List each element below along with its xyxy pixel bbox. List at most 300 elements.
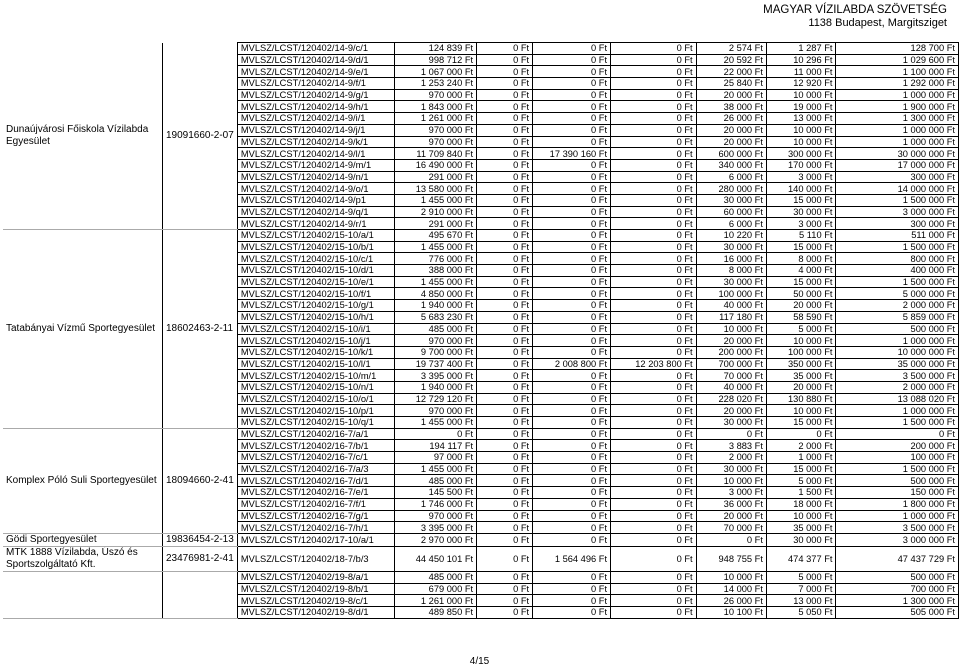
- amount-cell: 0 Ft: [533, 159, 611, 171]
- amount-cell: 0 Ft: [477, 487, 533, 499]
- amount-cell: 0 Ft: [477, 218, 533, 230]
- tax-number: 19836454-2-13: [162, 533, 237, 546]
- amount-cell: 0 Ft: [611, 78, 697, 90]
- amount-cell: 3 500 000 Ft: [836, 522, 959, 534]
- amount-cell: 5 050 Ft: [766, 606, 836, 618]
- amount-cell: 15 000 Ft: [766, 194, 836, 206]
- decision-code: MVLSZ/LCST/120402/14-9/n/1: [237, 171, 394, 183]
- club-name: Komplex Póló Suli Sportegyesület: [3, 428, 162, 533]
- amount-cell: 10 220 Ft: [696, 230, 766, 242]
- decision-code: MVLSZ/LCST/120402/15-10/b/1: [237, 241, 394, 253]
- amount-cell: 0 Ft: [533, 522, 611, 534]
- amount-cell: 2 000 Ft: [766, 440, 836, 452]
- amount-cell: 0 Ft: [477, 43, 533, 55]
- amount-cell: 0 Ft: [533, 43, 611, 55]
- decision-code: MVLSZ/LCST/120402/14-9/l/1: [237, 148, 394, 160]
- amount-cell: 0 Ft: [611, 124, 697, 136]
- decision-code: MVLSZ/LCST/120402/14-9/c/1: [237, 43, 394, 55]
- amount-cell: 12 203 800 Ft: [611, 358, 697, 370]
- amount-cell: 0 Ft: [533, 300, 611, 312]
- amount-cell: 0 Ft: [533, 66, 611, 78]
- decision-code: MVLSZ/LCST/120402/14-9/o/1: [237, 183, 394, 195]
- amount-cell: 0 Ft: [477, 498, 533, 510]
- amount-cell: 0 Ft: [611, 101, 697, 113]
- amount-cell: 145 500 Ft: [394, 487, 477, 499]
- decision-code: MVLSZ/LCST/120402/16-7/c/1: [237, 452, 394, 464]
- amount-cell: 291 000 Ft: [394, 171, 477, 183]
- amount-cell: 1 000 Ft: [766, 452, 836, 464]
- amount-cell: 0 Ft: [696, 428, 766, 440]
- amount-cell: 6 000 Ft: [696, 218, 766, 230]
- tax-number: 19091660-2-07: [162, 43, 237, 230]
- org-name: MAGYAR VÍZILABDA SZÖVETSÉG: [763, 4, 947, 16]
- amount-cell: 0 Ft: [611, 253, 697, 265]
- amount-cell: 0 Ft: [477, 463, 533, 475]
- amount-cell: 1 940 000 Ft: [394, 300, 477, 312]
- amount-cell: 0 Ft: [477, 595, 533, 607]
- amount-cell: 1 900 000 Ft: [836, 101, 959, 113]
- amount-cell: 1 455 000 Ft: [394, 241, 477, 253]
- amount-cell: 505 000 Ft: [836, 606, 959, 618]
- amount-cell: 300 000 Ft: [836, 171, 959, 183]
- amount-cell: 5 000 Ft: [766, 475, 836, 487]
- amount-cell: 0 Ft: [477, 66, 533, 78]
- decision-code: MVLSZ/LCST/120402/16-7/b/1: [237, 440, 394, 452]
- amount-cell: 0 Ft: [611, 452, 697, 464]
- amount-cell: 0 Ft: [611, 113, 697, 125]
- amount-cell: 200 000 Ft: [696, 346, 766, 358]
- decision-code: MVLSZ/LCST/120402/15-10/n/1: [237, 381, 394, 393]
- amount-cell: 0 Ft: [533, 606, 611, 618]
- amount-cell: 0 Ft: [477, 311, 533, 323]
- amount-cell: 0 Ft: [611, 533, 697, 546]
- amount-cell: 20 000 Ft: [766, 300, 836, 312]
- tax-number: 23476981-2-41: [162, 546, 237, 571]
- amount-cell: 15 000 Ft: [766, 241, 836, 253]
- amount-cell: 0 Ft: [533, 206, 611, 218]
- grant-table: [3, 42, 959, 619]
- amount-cell: 0 Ft: [533, 136, 611, 148]
- amount-cell: 3 000 Ft: [766, 171, 836, 183]
- amount-cell: 0 Ft: [836, 428, 959, 440]
- amount-cell: 40 000 Ft: [696, 381, 766, 393]
- decision-code: MVLSZ/LCST/120402/15-10/m/1: [237, 370, 394, 382]
- amount-cell: 10 296 Ft: [766, 54, 836, 66]
- amount-cell: 0 Ft: [533, 253, 611, 265]
- amount-cell: 11 709 840 Ft: [394, 148, 477, 160]
- decision-code: MVLSZ/LCST/120402/15-10/p/1: [237, 405, 394, 417]
- amount-cell: 97 000 Ft: [394, 452, 477, 464]
- amount-cell: 10 100 Ft: [696, 606, 766, 618]
- amount-cell: 18 000 Ft: [766, 498, 836, 510]
- amount-cell: 2 970 000 Ft: [394, 533, 477, 546]
- amount-cell: 36 000 Ft: [696, 498, 766, 510]
- amount-cell: 0 Ft: [611, 276, 697, 288]
- decision-code: MVLSZ/LCST/120402/16-7/h/1: [237, 522, 394, 534]
- decision-code: MVLSZ/LCST/120402/17-10/a/1: [237, 533, 394, 546]
- amount-cell: 0 Ft: [533, 311, 611, 323]
- amount-cell: 0 Ft: [477, 253, 533, 265]
- amount-cell: 1 000 000 Ft: [836, 124, 959, 136]
- amount-cell: 970 000 Ft: [394, 510, 477, 522]
- club-name: Dunaújvárosi Főiskola Vízilabda Egyesület: [3, 43, 162, 230]
- amount-cell: 0 Ft: [533, 276, 611, 288]
- amount-cell: 0 Ft: [533, 183, 611, 195]
- amount-cell: 0 Ft: [477, 206, 533, 218]
- amount-cell: 0 Ft: [533, 241, 611, 253]
- amount-cell: 5 859 000 Ft: [836, 311, 959, 323]
- decision-code: MVLSZ/LCST/120402/14-9/r/1: [237, 218, 394, 230]
- amount-cell: 3 000 000 Ft: [836, 533, 959, 546]
- amount-cell: 970 000 Ft: [394, 405, 477, 417]
- amount-cell: 0 Ft: [611, 487, 697, 499]
- amount-cell: 10 000 Ft: [766, 405, 836, 417]
- amount-cell: 1 500 000 Ft: [836, 463, 959, 475]
- decision-code: MVLSZ/LCST/120402/14-9/e/1: [237, 66, 394, 78]
- amount-cell: 0 Ft: [533, 218, 611, 230]
- amount-cell: 9 700 000 Ft: [394, 346, 477, 358]
- amount-cell: 0 Ft: [696, 533, 766, 546]
- amount-cell: 0 Ft: [477, 522, 533, 534]
- amount-cell: 0 Ft: [533, 381, 611, 393]
- amount-cell: 10 000 Ft: [766, 136, 836, 148]
- amount-cell: 1 800 000 Ft: [836, 498, 959, 510]
- amount-cell: 130 880 Ft: [766, 393, 836, 405]
- amount-cell: 0 Ft: [533, 583, 611, 595]
- amount-cell: 47 437 729 Ft: [836, 546, 959, 571]
- amount-cell: 0 Ft: [533, 89, 611, 101]
- decision-code: MVLSZ/LCST/120402/15-10/h/1: [237, 311, 394, 323]
- amount-cell: 0 Ft: [611, 546, 697, 571]
- amount-cell: 30 000 Ft: [696, 194, 766, 206]
- amount-cell: 0 Ft: [611, 311, 697, 323]
- amount-cell: 117 180 Ft: [696, 311, 766, 323]
- amount-cell: 11 000 Ft: [766, 66, 836, 78]
- amount-cell: 0 Ft: [477, 159, 533, 171]
- decision-code: MVLSZ/LCST/120402/14-9/j/1: [237, 124, 394, 136]
- amount-cell: 0 Ft: [611, 194, 697, 206]
- amount-cell: 776 000 Ft: [394, 253, 477, 265]
- amount-cell: 4 850 000 Ft: [394, 288, 477, 300]
- amount-cell: 0 Ft: [611, 405, 697, 417]
- amount-cell: 0 Ft: [611, 510, 697, 522]
- amount-cell: 0 Ft: [611, 54, 697, 66]
- amount-cell: 0 Ft: [477, 381, 533, 393]
- club-name: [3, 571, 162, 618]
- amount-cell: 40 000 Ft: [696, 300, 766, 312]
- amount-cell: 0 Ft: [533, 54, 611, 66]
- amount-cell: 44 450 101 Ft: [394, 546, 477, 571]
- amount-cell: 0 Ft: [533, 393, 611, 405]
- amount-cell: 1 067 000 Ft: [394, 66, 477, 78]
- amount-cell: 2 000 Ft: [696, 452, 766, 464]
- amount-cell: 1 455 000 Ft: [394, 417, 477, 429]
- decision-code: MVLSZ/LCST/120402/14-9/f/1: [237, 78, 394, 90]
- amount-cell: 17 000 000 Ft: [836, 159, 959, 171]
- amount-cell: 3 000 Ft: [766, 218, 836, 230]
- amount-cell: 679 000 Ft: [394, 583, 477, 595]
- amount-cell: 10 000 Ft: [696, 323, 766, 335]
- decision-code: MVLSZ/LCST/120402/14-9/d/1: [237, 54, 394, 66]
- amount-cell: 194 117 Ft: [394, 440, 477, 452]
- decision-code: MVLSZ/LCST/120402/15-10/c/1: [237, 253, 394, 265]
- amount-cell: 22 000 Ft: [696, 66, 766, 78]
- amount-cell: 15 000 Ft: [766, 276, 836, 288]
- amount-cell: 0 Ft: [611, 265, 697, 277]
- amount-cell: 0 Ft: [477, 475, 533, 487]
- amount-cell: 0 Ft: [611, 288, 697, 300]
- amount-cell: 0 Ft: [611, 183, 697, 195]
- amount-cell: 0 Ft: [533, 346, 611, 358]
- decision-code: MVLSZ/LCST/120402/19-8/c/1: [237, 595, 394, 607]
- amount-cell: 0 Ft: [611, 230, 697, 242]
- amount-cell: 30 000 000 Ft: [836, 148, 959, 160]
- amount-cell: 0 Ft: [477, 346, 533, 358]
- amount-cell: 0 Ft: [611, 206, 697, 218]
- amount-cell: 0 Ft: [611, 89, 697, 101]
- amount-cell: 1 300 000 Ft: [836, 595, 959, 607]
- amount-cell: 948 755 Ft: [696, 546, 766, 571]
- amount-cell: 970 000 Ft: [394, 124, 477, 136]
- amount-cell: 0 Ft: [533, 510, 611, 522]
- amount-cell: 0 Ft: [533, 171, 611, 183]
- amount-cell: 0 Ft: [477, 148, 533, 160]
- table-row: [3, 533, 959, 546]
- amount-cell: 5 110 Ft: [766, 230, 836, 242]
- amount-cell: 0 Ft: [611, 218, 697, 230]
- amount-cell: 1 843 000 Ft: [394, 101, 477, 113]
- amount-cell: 20 592 Ft: [696, 54, 766, 66]
- amount-cell: 3 000 Ft: [696, 487, 766, 499]
- table-row: [3, 546, 959, 571]
- amount-cell: 100 000 Ft: [836, 452, 959, 464]
- amount-cell: 0 Ft: [533, 113, 611, 125]
- amount-cell: 500 000 Ft: [836, 571, 959, 583]
- amount-cell: 13 000 Ft: [766, 595, 836, 607]
- amount-cell: 800 000 Ft: [836, 253, 959, 265]
- amount-cell: 0 Ft: [533, 440, 611, 452]
- amount-cell: 0 Ft: [477, 300, 533, 312]
- decision-code: MVLSZ/LCST/120402/15-10/a/1: [237, 230, 394, 242]
- club-name: MTK 1888 Vízilabda, Úszó és Sportszolgáltató Kft.: [3, 546, 162, 571]
- amount-cell: 0 Ft: [533, 78, 611, 90]
- amount-cell: 4 000 Ft: [766, 265, 836, 277]
- amount-cell: 5 683 230 Ft: [394, 311, 477, 323]
- amount-cell: 1 940 000 Ft: [394, 381, 477, 393]
- amount-cell: 7 000 Ft: [766, 583, 836, 595]
- amount-cell: 0 Ft: [533, 101, 611, 113]
- amount-cell: 16 000 Ft: [696, 253, 766, 265]
- amount-cell: 0 Ft: [394, 428, 477, 440]
- amount-cell: 70 000 Ft: [696, 370, 766, 382]
- amount-cell: 0 Ft: [611, 346, 697, 358]
- amount-cell: 0 Ft: [766, 428, 836, 440]
- amount-cell: 0 Ft: [611, 241, 697, 253]
- amount-cell: 0 Ft: [533, 417, 611, 429]
- amount-cell: 700 000 Ft: [696, 358, 766, 370]
- amount-cell: 300 000 Ft: [836, 218, 959, 230]
- amount-cell: 20 000 Ft: [696, 335, 766, 347]
- amount-cell: 485 000 Ft: [394, 323, 477, 335]
- amount-cell: 0 Ft: [611, 381, 697, 393]
- amount-cell: 0 Ft: [477, 276, 533, 288]
- amount-cell: 0 Ft: [477, 124, 533, 136]
- tax-number: [162, 571, 237, 618]
- amount-cell: 0 Ft: [533, 370, 611, 382]
- amount-cell: 8 000 Ft: [766, 253, 836, 265]
- amount-cell: 0 Ft: [533, 288, 611, 300]
- decision-code: MVLSZ/LCST/120402/16-7/e/1: [237, 487, 394, 499]
- decision-code: MVLSZ/LCST/120402/18-7/b/3: [237, 546, 394, 571]
- amount-cell: 100 000 Ft: [766, 346, 836, 358]
- amount-cell: 0 Ft: [477, 230, 533, 242]
- amount-cell: 0 Ft: [477, 194, 533, 206]
- amount-cell: 0 Ft: [477, 183, 533, 195]
- amount-cell: 0 Ft: [611, 440, 697, 452]
- amount-cell: 35 000 Ft: [766, 370, 836, 382]
- amount-cell: 0 Ft: [477, 440, 533, 452]
- decision-code: MVLSZ/LCST/120402/14-9/q/1: [237, 206, 394, 218]
- amount-cell: 0 Ft: [611, 136, 697, 148]
- amount-cell: 0 Ft: [477, 335, 533, 347]
- amount-cell: 1 564 496 Ft: [533, 546, 611, 571]
- amount-cell: 0 Ft: [477, 101, 533, 113]
- amount-cell: 474 377 Ft: [766, 546, 836, 571]
- amount-cell: 170 000 Ft: [766, 159, 836, 171]
- amount-cell: 0 Ft: [477, 583, 533, 595]
- amount-cell: 0 Ft: [611, 606, 697, 618]
- amount-cell: 0 Ft: [533, 230, 611, 242]
- page-number: 4/15: [469, 656, 490, 667]
- amount-cell: 14 000 000 Ft: [836, 183, 959, 195]
- amount-cell: 0 Ft: [477, 171, 533, 183]
- amount-cell: 0 Ft: [533, 194, 611, 206]
- amount-cell: 5 000 Ft: [766, 323, 836, 335]
- decision-code: MVLSZ/LCST/120402/16-7/a/1: [237, 428, 394, 440]
- decision-code: MVLSZ/LCST/120402/16-7/d/1: [237, 475, 394, 487]
- amount-cell: 0 Ft: [477, 510, 533, 522]
- amount-cell: 0 Ft: [611, 323, 697, 335]
- amount-cell: 0 Ft: [611, 393, 697, 405]
- amount-cell: 1 261 000 Ft: [394, 113, 477, 125]
- amount-cell: 20 000 Ft: [766, 381, 836, 393]
- amount-cell: 10 000 000 Ft: [836, 346, 959, 358]
- amount-cell: 0 Ft: [611, 428, 697, 440]
- amount-cell: 0 Ft: [477, 393, 533, 405]
- amount-cell: 0 Ft: [611, 148, 697, 160]
- amount-cell: 1 500 000 Ft: [836, 194, 959, 206]
- amount-cell: 70 000 Ft: [696, 522, 766, 534]
- amount-cell: 1 455 000 Ft: [394, 463, 477, 475]
- amount-cell: 1 000 000 Ft: [836, 510, 959, 522]
- amount-cell: 0 Ft: [533, 595, 611, 607]
- amount-cell: 35 000 Ft: [766, 522, 836, 534]
- amount-cell: 0 Ft: [477, 428, 533, 440]
- amount-cell: 19 737 400 Ft: [394, 358, 477, 370]
- amount-cell: 0 Ft: [477, 358, 533, 370]
- amount-cell: 0 Ft: [611, 583, 697, 595]
- amount-cell: 485 000 Ft: [394, 571, 477, 583]
- amount-cell: 495 670 Ft: [394, 230, 477, 242]
- table-row: [3, 43, 959, 55]
- amount-cell: 5 000 Ft: [766, 571, 836, 583]
- amount-cell: 0 Ft: [533, 335, 611, 347]
- amount-cell: 20 000 Ft: [696, 124, 766, 136]
- amount-cell: 1 000 000 Ft: [836, 136, 959, 148]
- amount-cell: 26 000 Ft: [696, 595, 766, 607]
- tax-number: 18094660-2-41: [162, 428, 237, 533]
- amount-cell: 0 Ft: [611, 300, 697, 312]
- amount-cell: 16 490 000 Ft: [394, 159, 477, 171]
- amount-cell: 3 395 000 Ft: [394, 370, 477, 382]
- amount-cell: 511 000 Ft: [836, 230, 959, 242]
- amount-cell: 30 000 Ft: [696, 276, 766, 288]
- amount-cell: 12 729 120 Ft: [394, 393, 477, 405]
- table-row: [3, 428, 959, 440]
- club-name: Tatabányai Vízmű Sportegyesület: [3, 230, 162, 429]
- amount-cell: 0 Ft: [533, 323, 611, 335]
- amount-cell: 10 000 Ft: [696, 571, 766, 583]
- amount-cell: 0 Ft: [611, 595, 697, 607]
- amount-cell: 1 746 000 Ft: [394, 498, 477, 510]
- amount-cell: 100 000 Ft: [696, 288, 766, 300]
- amount-cell: 970 000 Ft: [394, 89, 477, 101]
- club-name: Gödi Sportegyesület: [3, 533, 162, 546]
- decision-code: MVLSZ/LCST/120402/15-10/e/1: [237, 276, 394, 288]
- amount-cell: 0 Ft: [533, 452, 611, 464]
- amount-cell: 19 000 Ft: [766, 101, 836, 113]
- amount-cell: 5 000 000 Ft: [836, 288, 959, 300]
- decision-code: MVLSZ/LCST/120402/15-10/f/1: [237, 288, 394, 300]
- amount-cell: 0 Ft: [477, 546, 533, 571]
- amount-cell: 3 883 Ft: [696, 440, 766, 452]
- amount-cell: 0 Ft: [477, 89, 533, 101]
- amount-cell: 0 Ft: [477, 78, 533, 90]
- amount-cell: 10 000 Ft: [696, 475, 766, 487]
- decision-code: MVLSZ/LCST/120402/14-9/h/1: [237, 101, 394, 113]
- decision-code: MVLSZ/LCST/120402/16-7/f/1: [237, 498, 394, 510]
- amount-cell: 1 100 000 Ft: [836, 66, 959, 78]
- org-address: 1138 Budapest, Margitsziget: [808, 17, 947, 29]
- amount-cell: 0 Ft: [533, 124, 611, 136]
- amount-cell: 0 Ft: [611, 43, 697, 55]
- amount-cell: 128 700 Ft: [836, 43, 959, 55]
- amount-cell: 26 000 Ft: [696, 113, 766, 125]
- amount-cell: 2 000 000 Ft: [836, 381, 959, 393]
- amount-cell: 0 Ft: [611, 171, 697, 183]
- page-header: [763, 4, 947, 30]
- amount-cell: 0 Ft: [533, 463, 611, 475]
- amount-cell: 0 Ft: [477, 452, 533, 464]
- amount-cell: 140 000 Ft: [766, 183, 836, 195]
- amount-cell: 35 000 000 Ft: [836, 358, 959, 370]
- decision-code: MVLSZ/LCST/120402/15-10/q/1: [237, 417, 394, 429]
- amount-cell: 10 000 Ft: [766, 89, 836, 101]
- amount-cell: 2 000 000 Ft: [836, 300, 959, 312]
- amount-cell: 0 Ft: [611, 417, 697, 429]
- amount-cell: 1 455 000 Ft: [394, 276, 477, 288]
- amount-cell: 1 253 240 Ft: [394, 78, 477, 90]
- amount-cell: 13 000 Ft: [766, 113, 836, 125]
- amount-cell: 20 000 Ft: [696, 405, 766, 417]
- amount-cell: 0 Ft: [477, 113, 533, 125]
- amount-cell: 0 Ft: [477, 370, 533, 382]
- amount-cell: 1 029 600 Ft: [836, 54, 959, 66]
- decision-code: MVLSZ/LCST/120402/19-8/a/1: [237, 571, 394, 583]
- amount-cell: 0 Ft: [477, 606, 533, 618]
- decision-code: MVLSZ/LCST/120402/15-10/i/1: [237, 323, 394, 335]
- amount-cell: 20 000 Ft: [696, 89, 766, 101]
